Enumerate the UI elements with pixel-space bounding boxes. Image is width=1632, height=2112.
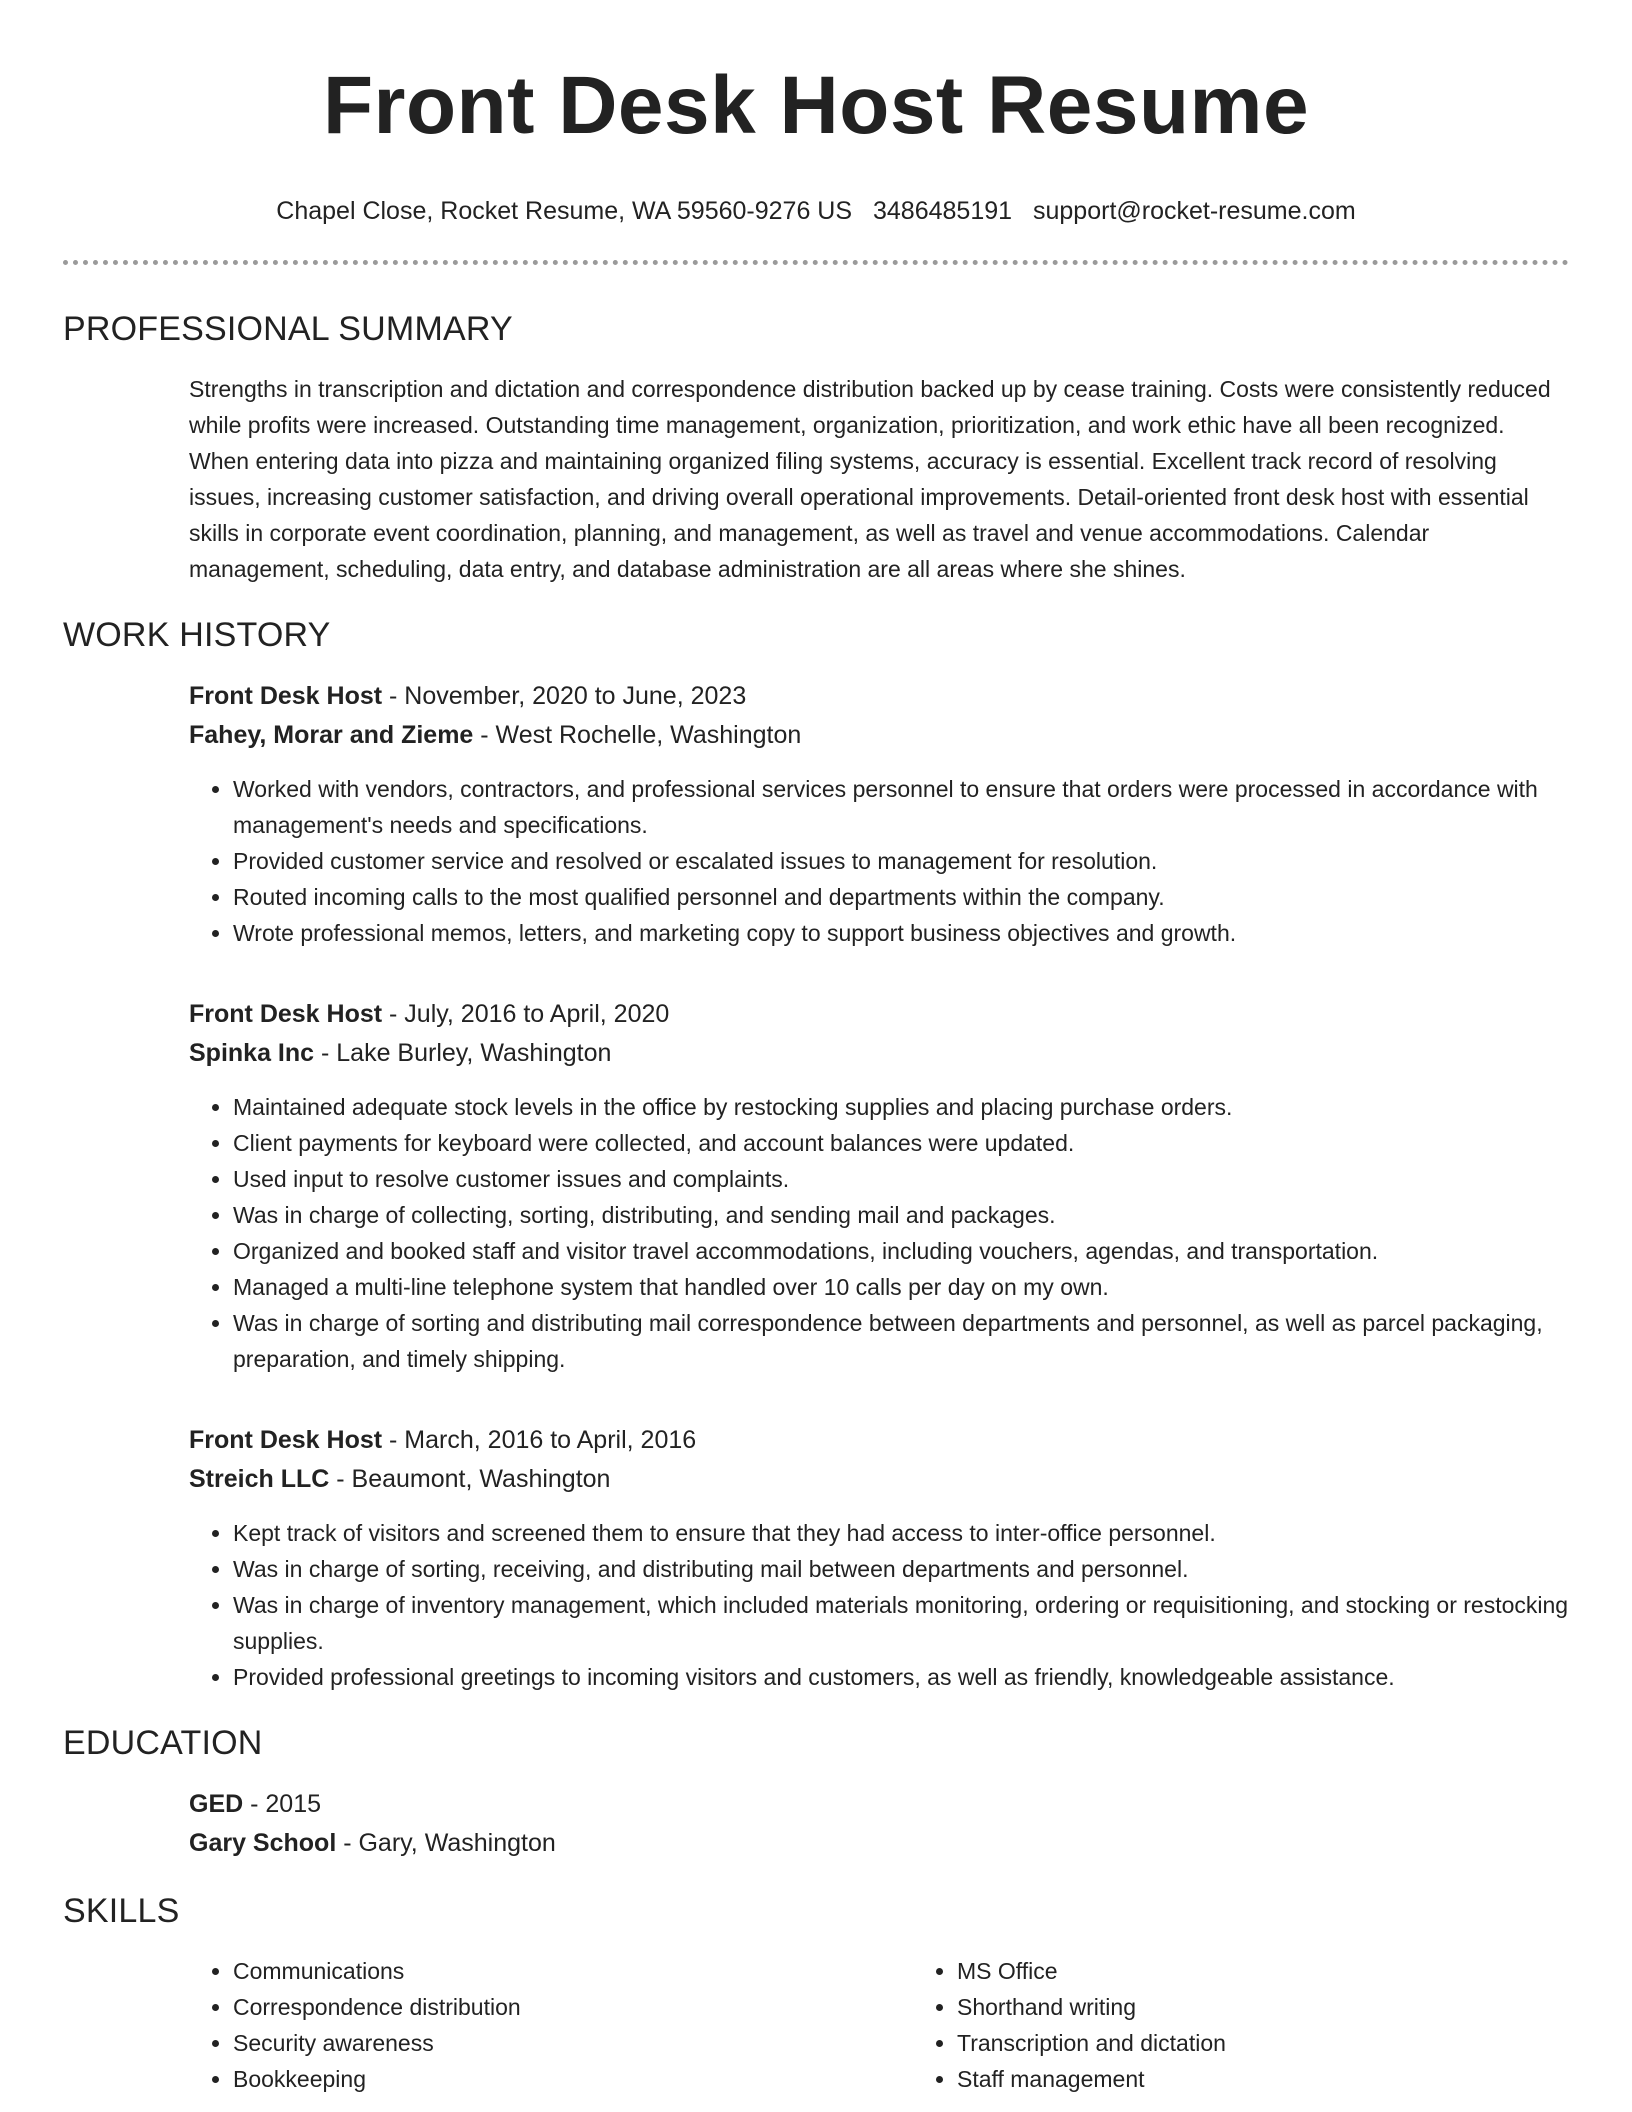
list-item: • Managed a multi-line telephone system that handled over 10 calls per day on my own. — [233, 1269, 1569, 1305]
job-entry — [189, 1421, 1569, 1695]
contact-phone: 3486485191 — [873, 197, 1013, 225]
skill-item: • Staff management — [957, 2061, 1557, 2097]
job-bullets — [189, 1089, 1569, 1377]
skill-item: • Communications — [233, 1953, 913, 1989]
skills-column-left — [189, 1953, 913, 2097]
list-item: • Was in charge of collecting, sorting, distributing, and sending mail and packages. — [233, 1197, 1569, 1233]
job-entry — [189, 677, 1569, 951]
page-title: Front Desk Host Resume — [322, 60, 1310, 151]
skill-item: • Security awareness — [233, 2025, 913, 2061]
education-year: - 2015 — [243, 1790, 322, 1818]
job-role: Front Desk Host — [189, 682, 383, 710]
job-title-line — [189, 677, 1569, 716]
skill-item: • Correspondence distribution — [233, 1989, 913, 2025]
list-item: • Was in charge of inventory management, which included materials monitoring, ordering or requisitioning, and stocking or restocking supplies. — [233, 1587, 1569, 1659]
job-bullets — [189, 771, 1569, 951]
education-degree: GED — [189, 1790, 244, 1818]
list-item: • Worked with vendors, contractors, and professional services personnel to ensure that orders were processed in accordance with management's needs and specifications. — [233, 771, 1569, 843]
skills-list — [189, 1953, 1569, 2097]
contact-address: Chapel Close, Rocket Resume, WA 59560-9276 US — [276, 197, 853, 225]
list-item: • Provided customer service and resolved or escalated issues to management for resolution. — [233, 843, 1569, 879]
skill-item: • MS Office — [957, 1953, 1557, 1989]
section-title-skills: SKILLS — [63, 1892, 180, 1930]
job-company-line — [189, 1034, 1569, 1073]
list-item: • Client payments for keyboard were collected, and account balances were updated. — [233, 1125, 1569, 1161]
education-school: Gary School — [189, 1829, 337, 1857]
list-item: • Provided professional greetings to incoming visitors and customers, as well as friendly, knowledgeable assistance. — [233, 1659, 1569, 1695]
job-company: Fahey, Morar and Zieme — [189, 721, 474, 749]
job-role: Front Desk Host — [189, 1426, 383, 1454]
resume-header — [0, 0, 1632, 226]
section-title-work-history: WORK HISTORY — [63, 616, 331, 654]
list-item: • Organized and booked staff and visitor travel accommodations, including vouchers, agendas, and transportation. — [233, 1233, 1569, 1269]
list-item: • Kept track of visitors and screened them to ensure that they had access to inter-office personnel. — [233, 1515, 1569, 1551]
job-company: Spinka Inc — [189, 1039, 315, 1067]
job-company: Streich LLC — [189, 1465, 330, 1493]
job-company-line — [189, 1460, 1569, 1499]
job-title-line — [189, 995, 1569, 1034]
job-location: - Lake Burley, Washington — [314, 1039, 612, 1067]
skill-item: • Transcription and dictation — [957, 2025, 1557, 2061]
job-dates: - November, 2020 to June, 2023 — [382, 682, 747, 710]
contact-email[interactable]: support@rocket-resume.com — [1033, 197, 1356, 225]
contact-line — [0, 196, 1632, 226]
list-item: • Wrote professional memos, letters, and marketing copy to support business objectives and growth. — [233, 915, 1569, 951]
job-company-line — [189, 716, 1569, 755]
list-item: • Maintained adequate stock levels in the office by restocking supplies and placing purchase orders. — [233, 1089, 1569, 1125]
job-role: Front Desk Host — [189, 1000, 383, 1028]
job-title-line — [189, 1421, 1569, 1460]
section-title-summary: PROFESSIONAL SUMMARY — [63, 310, 513, 348]
list-item: • Used input to resolve customer issues and complaints. — [233, 1161, 1569, 1197]
education-degree-line — [189, 1785, 1569, 1824]
job-location: - West Rochelle, Washington — [473, 721, 802, 749]
list-item: • Was in charge of sorting, receiving, and distributing mail between departments and personnel. — [233, 1551, 1569, 1587]
summary-text: Strengths in transcription and dictation and correspondence distribution backed up by cease training. Costs were consistently reduced while profits were increased. Outstanding time management, organization, prioritization, and work ethic have all been recognized. When entering data into pizza and maintaining organized filing systems, accuracy is essential. Excellent track record of resolving issues, increasing customer satisfaction, and driving overall operational improvements. Detail-oriented front desk host with essential skills in corporate event coordination, planning, and management, as well as travel and venue accommodations. Calendar management, scheduling, data entry, and database administration are all areas where she shines. — [189, 376, 1551, 582]
skill-item: • Shorthand writing — [957, 1989, 1557, 2025]
job-dates: - July, 2016 to April, 2020 — [382, 1000, 670, 1028]
skills-column-right — [913, 1953, 1557, 2097]
job-bullets — [189, 1515, 1569, 1695]
header-divider — [63, 260, 1569, 265]
list-item: • Routed incoming calls to the most qualified personnel and departments within the company. — [233, 879, 1569, 915]
job-location: - Beaumont, Washington — [329, 1465, 611, 1493]
list-item: • Was in charge of sorting and distributing mail correspondence between departments and personnel, as well as parcel packaging, preparation, and timely shipping. — [233, 1305, 1569, 1377]
skill-item: • Bookkeeping — [233, 2061, 913, 2097]
education-location: - Gary, Washington — [336, 1829, 556, 1857]
education-entry — [189, 1785, 1569, 1863]
job-entry — [189, 995, 1569, 1377]
section-title-education: EDUCATION — [63, 1724, 263, 1762]
education-school-line — [189, 1824, 1569, 1863]
job-dates: - March, 2016 to April, 2016 — [382, 1426, 697, 1454]
